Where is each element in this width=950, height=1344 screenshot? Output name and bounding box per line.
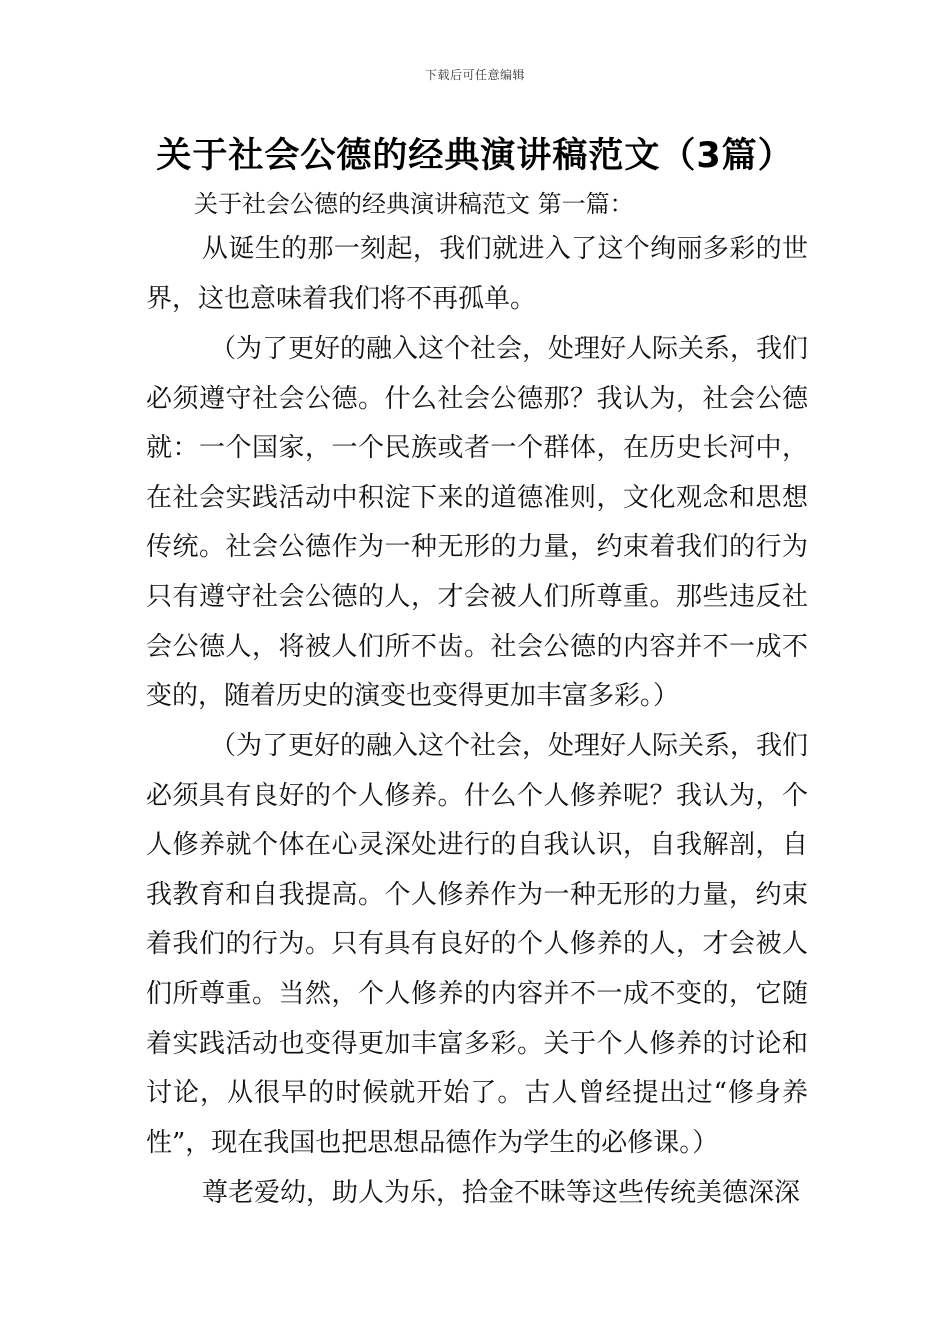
paragraph-1: 从诞生的那一刻起，我们就进入了这个绚丽多彩的世界，这也意味着我们将不再孤单。 xyxy=(146,234,808,314)
document-title: 关于社会公德的经典演讲稿范文（3篇） xyxy=(156,136,794,176)
paragraph-4: 尊老爱幼，助人为乐，拾金不昧等这些传统美德深深 xyxy=(202,1178,801,1208)
header-note: 下载后可任意编辑 xyxy=(424,68,525,82)
paragraph-3: （为了更好的融入这个社会，处理好人际关系，我们必须具有良好的个人修养。什么个人修养呢？我认为，个人修养就个体在心灵深处进行的自我认识，自我解剖，自我教育和自我提高。个人修养作为一种无形的力量，约束着我们的行为。只有具有良好的个人修养的人，才会被人们所尊重。当然，个人修养的内容并不一成不变的，它随着实践活动也变得更加丰富多彩。关于个人修养的讨论和讨论，从很早的时候就开始了。古人曾经提出过“修身养性”，现在我国也把思想品德作为学生的必修课。） xyxy=(146,731,809,1158)
paragraph-2: （为了更好的融入这个社会，处理好人际关系，我们必须遵守社会公德。什么社会公德那？我认为，社会公德就：一个国家，一个民族或者一个群体，在历史长河中，在社会实践活动中积淀下来的道德准则，文化观念和思想传统。社会公德作为一种无形的力量，约束着我们的行为只有遵守社会公德的人，才会被人们所尊重。那些违反社会公德人，将被人们所不齿。社会公德的内容并不一成不变的，随着历史的演变也变得更加丰富多彩。） xyxy=(146,334,809,712)
section-subheading: 关于社会公德的经典演讲稿范文 第一篇： xyxy=(194,190,634,218)
